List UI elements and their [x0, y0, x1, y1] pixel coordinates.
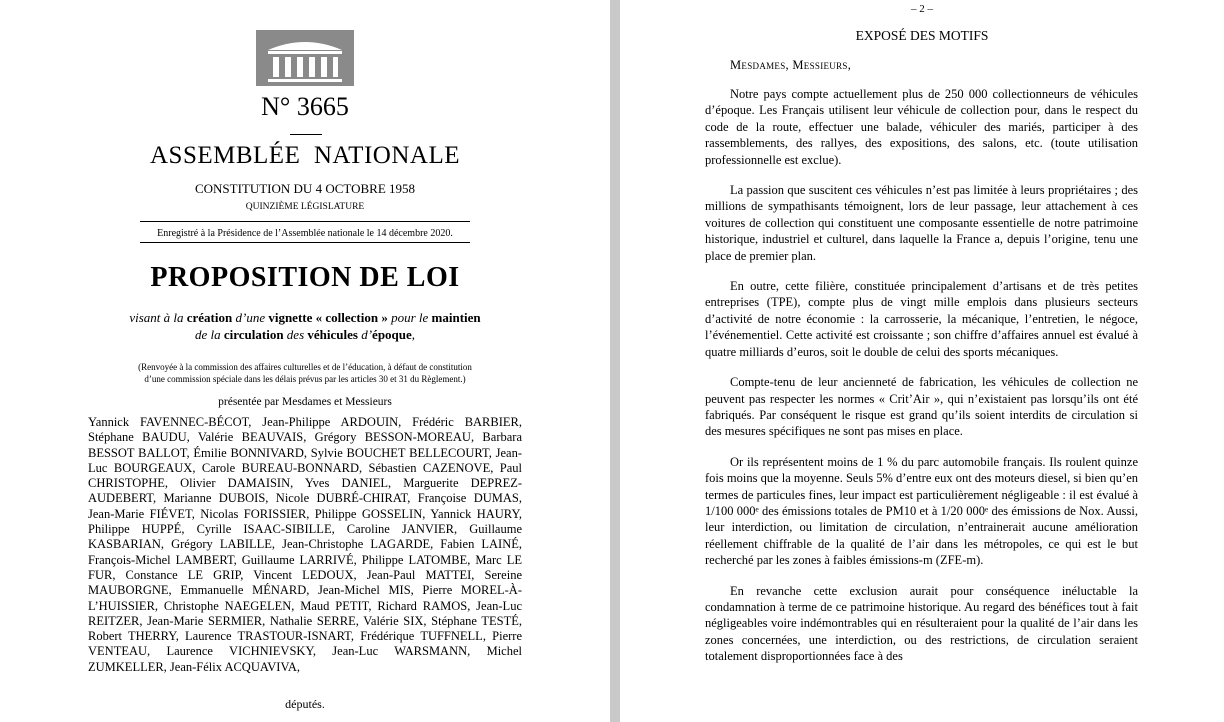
subtitle-segment: des	[283, 327, 308, 342]
section-heading: EXPOSÉ DES MOTIFS	[855, 28, 989, 43]
body-text	[705, 86, 1138, 679]
divider	[140, 242, 470, 243]
paragraph: En outre, cette filière, constituée principalement d’artisans et de très petites entreprises (TPE), compte plus de vingt mille emplois dans plusieurs secteurs d’activité de notre économie : la carrosserie, la mécanique, l’entretien, le négoce, l’événementiel. Cette activité est croissante ; son chiffre d’affaires annuel est évalué à quatre milliards d’euros, soit le double de celui des sports mécaniques.	[705, 279, 1138, 359]
subtitle-segment: de la	[194, 327, 224, 342]
subtitle-segment: vignette « collection »	[268, 310, 388, 325]
document-number: N° 3665	[261, 92, 349, 121]
page-number: – 2 –	[911, 3, 933, 15]
divider	[290, 134, 322, 135]
assembly-name: ASSEMBLÉE NATIONALE	[150, 142, 460, 169]
paragraph: Compte-tenu de leur ancienneté de fabrication, les véhicules de collection ne peuvent pas respecter les normes « Crit’Air », qui n’existaient pas lorsqu’ils ont été fabriqués. Par conséquent le risque est grand qu’ils soient interdits de circulation si des mesures spécifiques ne sont pas mises en place.	[705, 375, 1138, 439]
document-subtitle	[0, 309, 610, 343]
subtitle-segment: d’une	[232, 310, 269, 325]
subtitle-segment: visant à la	[129, 310, 187, 325]
constitution-line: CONSTITUTION DU 4 OCTOBRE 1958	[194, 181, 416, 196]
deputies-list: Yannick FAVENNEC-BÉCOT, Jean-Philippe ARDOUIN, Frédéric BARBIER, Stéphane BAUDU, Valérie BEAUVAIS, Grégory BESSON-MOREAU, Barbara BESSOT BALLOT, Émilie BONNIVARD, Sylvie BOUCHET BELLECOURT, Jean-Luc BOURGEAUX, Carole BUREAU-BONNARD, Sébastien CAZENOVE, Paul CHRISTOPHE, Olivier DAMAISIN, Yves DANIEL, Marguerite DEPREZ-AUDEBERT, Marianne DUBOIS, Nicole DUBRÉ-CHIRAT, Françoise DUMAS, Jean-Marie FIÉVET, Nicolas FORISSIER, Philippe GOSSELIN, Yannick HAURY, Philippe HUPPÉ, Cyrille ISAAC-SIBILLE, Caroline JANVIER, Guillaume KASBARIAN, Grégory LABILLE, Jean-Christophe LAGARDE, Fabien LAINÉ, François-Michel LAMBERT, Guillaume LARRIVÉ, Philippe LATOMBE, Marc LE FUR, Constance LE GRIP, Vincent LEDOUX, Jean-Paul MATTEI, Sereine MAUBORGNE, Emmanuelle MÉNARD, Jean-Michel MIS, Pierre MOREL-À-L’HUISSIER, Christophe NAEGELEN, Maud PETIT, Richard RAMOS, Jean-Luc REITZER, Jean-Marie SERMIER, Nathalie SERRE, Valérie SIX, Stéphane TESTÉ, Robert THERRY, Laurence TRASTOUR-ISNART, Frédérique TUFFNELL, Pierre VENTEAU, Laurence VICHNIEVSKY, Jean-Luc WARSMANN, Michel ZUMKELLER, Jean-Félix ACQUAVIVA,	[88, 415, 522, 674]
presented-by: présentée par Mesdames et Messieurs	[218, 396, 392, 408]
referral-line: (Renvoyée à la commission des affaires culturelles et de l’éducation, à défaut de constitution	[138, 362, 472, 372]
referral-line: d’une commission spéciale dans les délais prévus par les articles 30 et 31 du Règlement.)	[144, 374, 466, 384]
subtitle-segment: circulation	[223, 327, 284, 342]
referral-note	[0, 361, 610, 385]
subtitle-segment: ,	[411, 327, 416, 342]
paragraph: En revanche cette exclusion aurait pour conséquence inéluctable la condamnation à terme de ce patrimoine historique. Au regard des bénéfices tout à fait négligeables voire indémontrables qui en résulteraient pour la qualité de l’air dans les zones concernées, une interdiction, ou des restrictions, de circulation seraient totalement disproportionnées face à des	[705, 583, 1138, 664]
deputies-label: députés.	[285, 697, 325, 711]
subtitle-segment: époque	[372, 327, 412, 342]
subtitle-segment: d’	[357, 327, 373, 342]
subtitle-segment: maintien	[431, 310, 481, 325]
paragraph: La passion que suscitent ces véhicules n’est pas limitée à leurs propriétaires ; des millions de sympathisants témoignent, lors de leur passage, leur attachement à ces voitures de collection qui constituent une composante essentielle de notre patrimoine historique, industriel et culturel, dans laquelle la France a, depuis l’origine, tenu une place de premier plan.	[705, 183, 1138, 263]
assemblee-nationale-logo	[256, 30, 354, 86]
subtitle-segment: véhicules	[307, 327, 358, 342]
salutation: Mesdames, Messieurs,	[730, 58, 852, 72]
subtitle-segment: pour le	[387, 310, 432, 325]
document-page-2	[620, 0, 1224, 722]
legislature-line: QUINZIÈME LÉGISLATURE	[245, 202, 365, 212]
document-title: PROPOSITION DE LOI	[150, 262, 460, 293]
registration-line: Enregistré à la Présidence de l’Assemblée nationale le 14 décembre 2020.	[157, 228, 453, 239]
document-page-1	[0, 0, 610, 722]
paragraph: Notre pays compte actuellement plus de 250 000 collectionneurs de véhicules d’époque. Les Français utilisent leur véhicule de collection pour, dans le respect du code de la route, effectuer une balade, véhiculer des mariés, participer à des rassemblements, des rallyes, des expositions, des salons, etc. (toute utilisation professionnelle est exclue).	[705, 87, 1138, 167]
paragraph: Or ils représentent moins de 1 % du parc automobile français. Ils roulent quinze fois moins que la moyenne. Seuls 5% d’entre eux ont des moteurs diesel, si bien qu’en termes de particules fines, leur impact est particulièrement négligeable : il est évalué à 1/100 000ᵉ des émissions totales de PM10 et à 1/20 000ᵉ des émissions de Nox. Aussi, leur interdiction, ou limitation de circulation, n’entrainerait aucune amélioration réellement chiffrable de la qualité de l’air dans les métropoles, ce qui est le but recherché par les zones à faibles émissions-m (ZFE-m).	[705, 454, 1138, 568]
subtitle-segment: création	[186, 310, 233, 325]
divider	[140, 221, 470, 222]
